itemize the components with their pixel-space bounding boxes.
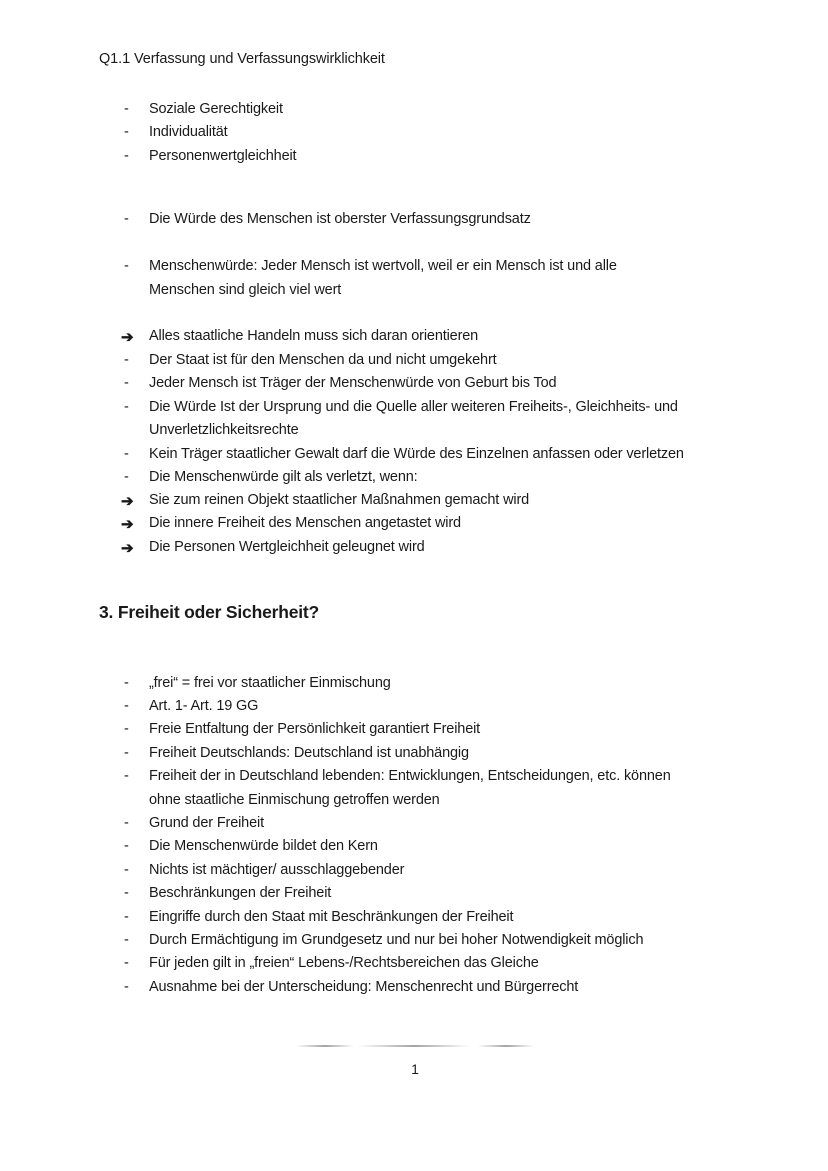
dash-bullet-icon: -: [124, 124, 129, 140]
dash-bullet-icon: -: [124, 885, 129, 901]
footer-divider: [478, 1045, 534, 1047]
list-item-text: Soziale Gerechtigkeit: [149, 101, 283, 117]
page-number: 1: [411, 1061, 419, 1077]
dash-bullet-icon: -: [124, 838, 129, 854]
dash-bullet-icon: -: [124, 101, 129, 117]
list-item-text: Grund der Freiheit: [149, 815, 264, 831]
dash-bullet-icon: -: [124, 815, 129, 831]
list-item-text: Für jeden gilt in „freien“ Lebens-/Rechtsbereichen das Gleiche: [149, 955, 539, 971]
list-item-text: Die Personen Wertgleichheit geleugnet wird: [149, 539, 425, 555]
dash-bullet-icon: -: [124, 932, 129, 948]
list-item-text: Freie Entfaltung der Persönlichkeit garantiert Freiheit: [149, 721, 481, 737]
list-item-text: Freiheit Deutschlands: Deutschland ist unabhängig: [149, 745, 469, 761]
arrow-right-icon: ➔: [121, 329, 134, 346]
arrow-right-icon: ➔: [121, 516, 134, 533]
list-item-text: Die Menschenwürde bildet den Kern: [149, 838, 378, 854]
arrow-right-icon: ➔: [121, 493, 134, 510]
dash-bullet-icon: -: [124, 148, 129, 164]
list-item-text: Die innere Freiheit des Menschen angetastet wird: [149, 515, 461, 531]
dash-bullet-icon: -: [124, 399, 129, 415]
list-item-text: Art. 1- Art. 19 GG: [149, 698, 259, 714]
arrow-right-icon: ➔: [121, 540, 134, 557]
dash-bullet-icon: -: [124, 768, 129, 784]
dash-bullet-icon: -: [124, 258, 129, 274]
dash-bullet-icon: -: [124, 675, 129, 691]
list-item-text: Die Würde Ist der Ursprung und die Quelle aller weiteren Freiheits-, Gleichheits- und: [149, 399, 678, 415]
list-item-text: ohne staatliche Einmischung getroffen werden: [149, 792, 440, 808]
dash-bullet-icon: -: [124, 469, 129, 485]
list-item-text: Die Menschenwürde gilt als verletzt, wenn:: [149, 469, 418, 485]
list-item-text: Eingriffe durch den Staat mit Beschränkungen der Freiheit: [149, 909, 514, 925]
list-item-text: Sie zum reinen Objekt staatlicher Maßnahmen gemacht wird: [149, 492, 530, 508]
list-item-text: Jeder Mensch ist Träger der Menschenwürde von Geburt bis Tod: [149, 375, 557, 391]
dash-bullet-icon: -: [124, 721, 129, 737]
list-item-text: „frei“ = frei vor staatlicher Einmischung: [149, 675, 391, 691]
list-item-text: Unverletzlichkeitsrechte: [149, 422, 299, 438]
list-item-text: Beschränkungen der Freiheit: [149, 885, 332, 901]
dash-bullet-icon: -: [124, 375, 129, 391]
list-item-text: Nichts ist mächtiger/ ausschlaggebender: [149, 862, 405, 878]
list-item-text: Menschen sind gleich viel wert: [149, 282, 342, 298]
list-item-text: Personenwertgleichheit: [149, 148, 297, 164]
list-item-text: Individualität: [149, 124, 228, 140]
dash-bullet-icon: -: [124, 698, 129, 714]
footer-divider: [358, 1045, 470, 1047]
list-item-text: Durch Ermächtigung im Grundgesetz und nur bei hoher Notwendigkeit möglich: [149, 932, 644, 948]
list-item-text: Der Staat ist für den Menschen da und nicht umgekehrt: [149, 352, 497, 368]
footer-divider: [296, 1045, 354, 1047]
list-item-text: Menschenwürde: Jeder Mensch ist wertvoll, weil er ein Mensch ist und alle: [149, 258, 617, 274]
dash-bullet-icon: -: [124, 955, 129, 971]
list-item-text: Freiheit der in Deutschland lebenden: Entwicklungen, Entscheidungen, etc. können: [149, 768, 671, 784]
dash-bullet-icon: -: [124, 862, 129, 878]
list-item-text: Alles staatliche Handeln muss sich daran orientieren: [149, 328, 479, 344]
dash-bullet-icon: -: [124, 446, 129, 462]
section-heading: 3. Freiheit oder Sicherheit?: [99, 602, 320, 622]
dash-bullet-icon: -: [124, 909, 129, 925]
dash-bullet-icon: -: [124, 352, 129, 368]
list-item-text: Ausnahme bei der Unterscheidung: Menschenrecht und Bürgerrecht: [149, 979, 579, 995]
list-item-text: Kein Träger staatlicher Gewalt darf die Würde des Einzelnen anfassen oder verletzen: [149, 446, 684, 462]
list-item-text: Die Würde des Menschen ist oberster Verfassungsgrundsatz: [149, 211, 531, 227]
dash-bullet-icon: -: [124, 745, 129, 761]
dash-bullet-icon: -: [124, 211, 129, 227]
document-title: Q1.1 Verfassung und Verfassungswirklichkeit: [99, 51, 385, 67]
dash-bullet-icon: -: [124, 979, 129, 995]
